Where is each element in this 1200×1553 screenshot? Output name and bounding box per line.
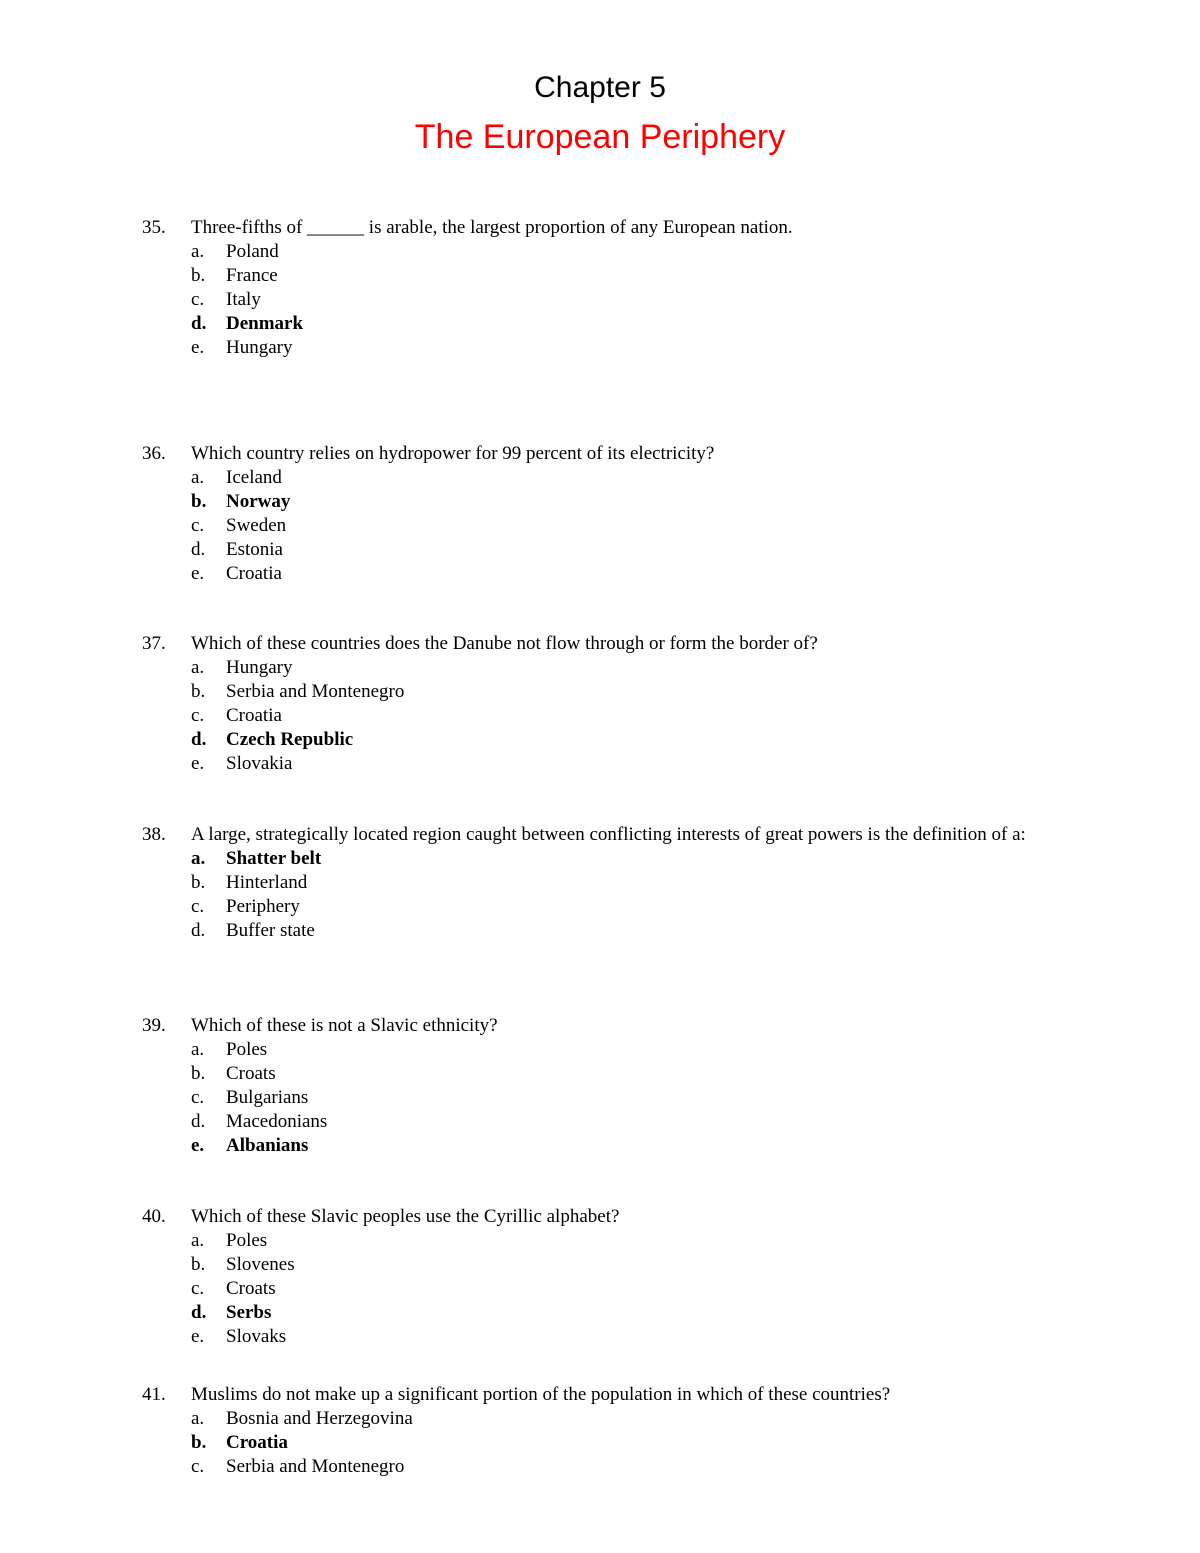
option-letter: a. (191, 1230, 205, 1251)
option-text: France (226, 265, 278, 286)
answer-option (142, 466, 1042, 490)
option-text: Croats (226, 1278, 276, 1299)
question-number: 38. (142, 824, 166, 845)
option-letter: d. (191, 539, 206, 560)
option-letter: c. (191, 1456, 205, 1477)
question-item (142, 216, 1042, 360)
question-item (142, 1383, 1042, 1479)
question-number: 41. (142, 1384, 166, 1405)
option-text: Czech Republic (226, 729, 354, 750)
answer-option-correct (142, 312, 1042, 336)
option-text: Poland (226, 241, 279, 262)
option-letter: b. (191, 681, 206, 702)
answer-option (142, 895, 1042, 919)
option-letter: b. (191, 1432, 207, 1453)
option-text: Slovaks (226, 1326, 287, 1347)
option-text: Albanians (226, 1135, 309, 1156)
option-letter: c. (191, 896, 205, 917)
option-text: Croats (226, 1063, 276, 1084)
answer-option (142, 919, 1042, 943)
answer-option (142, 1253, 1042, 1277)
option-text: Slovenes (226, 1254, 295, 1275)
option-text: Croatia (226, 563, 282, 584)
option-text: Serbia and Montenegro (226, 681, 405, 702)
answer-option-correct (142, 1431, 1042, 1455)
answer-option-correct (142, 490, 1042, 514)
answer-option-correct (142, 1301, 1042, 1325)
option-letter: b. (191, 1254, 206, 1275)
option-text: Buffer state (226, 920, 315, 941)
question-item (142, 1014, 1042, 1158)
option-text: Croatia (226, 1432, 288, 1453)
question-number: 40. (142, 1206, 166, 1227)
answer-option (142, 288, 1042, 312)
answer-option (142, 1062, 1042, 1086)
answer-option (142, 264, 1042, 288)
answer-option-correct (142, 847, 1042, 871)
question-text: Which of these countries does the Danube not flow through or form the border of? (191, 633, 818, 654)
answer-option (142, 538, 1042, 562)
option-text: Croatia (226, 705, 282, 726)
option-letter: d. (191, 1111, 206, 1132)
question-stem (142, 632, 1042, 656)
option-letter: e. (191, 337, 205, 358)
answer-option (142, 1110, 1042, 1134)
option-text: Bosnia and Herzegovina (226, 1408, 413, 1429)
option-letter: a. (191, 1408, 205, 1429)
question-text: Which of these is not a Slavic ethnicity? (191, 1015, 498, 1036)
question-number: 36. (142, 443, 166, 464)
question-number: 39. (142, 1015, 166, 1036)
answer-option (142, 562, 1042, 586)
question-stem (142, 823, 1042, 847)
option-letter: c. (191, 705, 205, 726)
option-letter: b. (191, 872, 206, 893)
option-letter: a. (191, 1039, 205, 1060)
option-text: Hungary (226, 337, 293, 358)
option-letter: a. (191, 467, 205, 488)
question-stem (142, 216, 1042, 240)
answer-option (142, 1086, 1042, 1110)
option-text: Denmark (226, 313, 304, 334)
option-letter: e. (191, 753, 205, 774)
question-text: Which country relies on hydropower for 99 percent of its electricity? (191, 443, 715, 464)
question-text: A large, strategically located region caught between conflicting interests of great powers is the definition of a: (191, 824, 1026, 845)
question-item (142, 632, 1042, 776)
option-text: Serbs (226, 1302, 272, 1323)
answer-option (142, 680, 1042, 704)
option-letter: d. (191, 313, 207, 334)
question-stem (142, 1205, 1042, 1229)
answer-option (142, 1277, 1042, 1301)
answer-option (142, 656, 1042, 680)
option-letter: b. (191, 1063, 206, 1084)
question-number: 37. (142, 633, 166, 654)
question-item (142, 442, 1042, 586)
option-letter: b. (191, 491, 207, 512)
option-text: Norway (226, 491, 291, 512)
chapter-title: The European Periphery (414, 118, 786, 156)
answer-option (142, 752, 1042, 776)
option-text: Hungary (226, 657, 293, 678)
answer-option (142, 1407, 1042, 1431)
question-stem (142, 1014, 1042, 1038)
answer-option (142, 514, 1042, 538)
answer-option (142, 1229, 1042, 1253)
answer-option (142, 1325, 1042, 1349)
option-letter: a. (191, 241, 205, 262)
option-text: Shatter belt (226, 848, 322, 869)
option-letter: b. (191, 265, 206, 286)
option-letter: d. (191, 1302, 207, 1323)
question-text: Three-fifths of ______ is arable, the largest proportion of any European nation. (191, 217, 793, 238)
answer-option (142, 1038, 1042, 1062)
option-text: Macedonians (226, 1111, 328, 1132)
option-text: Hinterland (226, 872, 308, 893)
option-letter: a. (191, 848, 206, 869)
question-item (142, 1205, 1042, 1349)
answer-option-correct (142, 1134, 1042, 1158)
option-letter: c. (191, 515, 205, 536)
option-text: Slovakia (226, 753, 293, 774)
option-letter: d. (191, 920, 206, 941)
option-text: Sweden (226, 515, 287, 536)
answer-option (142, 336, 1042, 360)
option-text: Bulgarians (226, 1087, 309, 1108)
option-letter: e. (191, 563, 205, 584)
chapter-heading: Chapter 5 (534, 71, 666, 104)
option-letter: c. (191, 289, 205, 310)
option-letter: c. (191, 1278, 205, 1299)
question-text: Muslims do not make up a significant portion of the population in which of these countries? (191, 1384, 891, 1405)
option-text: Iceland (226, 467, 282, 488)
answer-option (142, 704, 1042, 728)
option-text: Estonia (226, 539, 283, 560)
question-stem (142, 442, 1042, 466)
question-stem (142, 1383, 1042, 1407)
option-text: Periphery (226, 896, 300, 917)
option-letter: c. (191, 1087, 205, 1108)
question-text: Which of these Slavic peoples use the Cyrillic alphabet? (191, 1206, 620, 1227)
answer-option (142, 240, 1042, 264)
option-letter: e. (191, 1326, 205, 1347)
option-text: Poles (226, 1230, 268, 1251)
answer-option (142, 1455, 1042, 1479)
question-item (142, 823, 1042, 943)
answer-option-correct (142, 728, 1042, 752)
option-text: Italy (226, 289, 261, 310)
option-letter: d. (191, 729, 207, 750)
option-letter: e. (191, 1135, 205, 1156)
answer-option (142, 871, 1042, 895)
option-text: Serbia and Montenegro (226, 1456, 405, 1477)
question-number: 35. (142, 217, 166, 238)
option-letter: a. (191, 657, 205, 678)
option-text: Poles (226, 1039, 268, 1060)
